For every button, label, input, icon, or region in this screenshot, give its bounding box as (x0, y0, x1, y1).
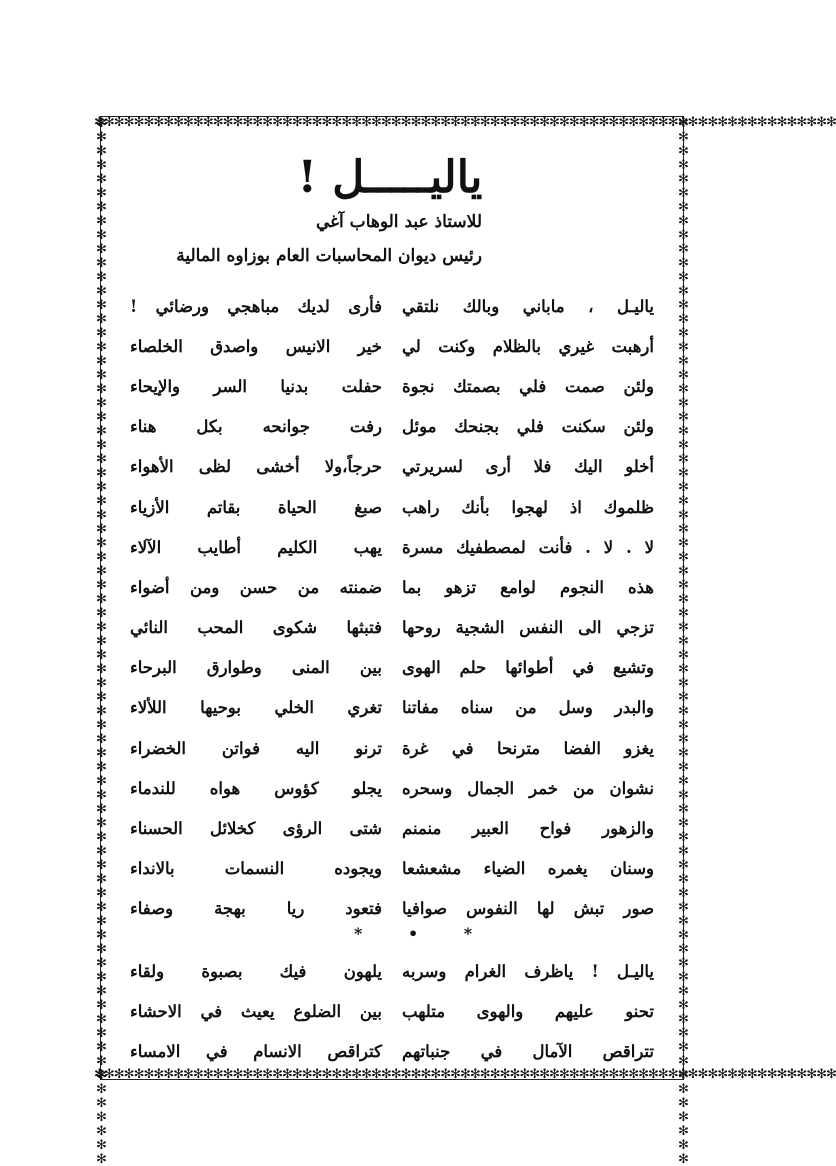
verse-second-hemistich: فأرى لديك مباهجي ورضائي ! (130, 296, 382, 316)
verse-line (130, 608, 654, 648)
verse-second-hemistich: يجلو كؤوس هواه للندماء (130, 778, 382, 798)
poem-body (130, 286, 654, 1072)
verse-second-hemistich: كتراقص الانسام في الامساء (130, 1041, 382, 1061)
verse-first-hemistich: نشوان من خمر الجمال وسحره (402, 778, 654, 798)
verse-first-hemistich: ظلموك اذ لهجوا بأنك راهب (402, 497, 654, 517)
verse-second-hemistich: حرجاً،ولا أخشى لظى الأهواء (130, 457, 382, 477)
verse-second-hemistich: تغري الخلي بوحيها اللألاء (130, 698, 382, 718)
verse-line (130, 407, 654, 447)
verse-line (130, 951, 654, 991)
verse-first-hemistich: لا . لا . فأنت لمصطفيك مسرة (402, 537, 654, 557)
verse-line (130, 768, 654, 808)
verse-line (130, 648, 654, 688)
top-ornamental-border: ✻✻✻✻✻✻✻✻✻✻✻✻✻✻✻✻✻✻✻✻✻✻✻✻✻✻✻✻✻✻✻✻✻✻✻✻✻✻✻✻✻✻✻✻✻✻✻✻✻✻✻✻✻✻✻✻✻✻✻✻✻✻✻✻✻✻✻✻✻✻✻✻✻✻✻ (94, 115, 836, 130)
verse-line (130, 1031, 654, 1071)
verse-first-hemistich: أرهبت غيري بالظلام وكنت لي (402, 336, 654, 356)
verse-line (130, 326, 654, 366)
author-position: رئيس ديوان المحاسبات العام بوزاوه المالية (176, 246, 482, 266)
verse-first-hemistich: وسنان يغمره الضياء مشعشعا (402, 859, 654, 879)
verse-first-hemistich: وتشيع في أطوائها حلم الهوى (402, 658, 654, 678)
verse-line (130, 849, 654, 889)
verse-second-hemistich: بين الضلوع يعيث في الاحشاء (130, 1001, 382, 1021)
verse-line (130, 366, 654, 406)
verse-second-hemistich: ضمنته من حسن ومن أضواء (130, 577, 382, 597)
verse-second-hemistich: ترنو اليه فواتن الخضراء (130, 738, 382, 758)
verse-line (130, 808, 654, 848)
verse-second-hemistich: يلهون فيك بصبوة ولقاء (130, 961, 382, 981)
verse-first-hemistich: والبدر وسل من سناه مفاتنا (402, 698, 654, 718)
verse-line (130, 286, 654, 326)
verse-second-hemistich: فتبثها شكوى المحب النائي (130, 618, 382, 638)
verse-line (130, 487, 654, 527)
right-ornamental-border: ✻✻✻✻✻✻✻✻✻✻✻✻✻✻✻✻✻✻✻✻✻✻✻✻✻✻✻✻✻✻✻✻✻✻✻✻✻✻✻✻✻✻✻✻✻✻✻✻✻✻✻✻✻✻✻✻✻✻✻✻✻✻✻✻✻✻✻✻✻✻✻✻✻✻✻ (676, 116, 691, 1166)
verse-second-hemistich: فتعود ريا بهجة وصفاء (130, 899, 382, 919)
verse-second-hemistich: خير الانيس واصدق الخلصاء (130, 336, 382, 356)
verse-second-hemistich: شتى الرؤى كخلائل الحسناء (130, 819, 382, 839)
verse-second-hemistich: بين المنى وطوارق البرحاء (130, 658, 382, 678)
verse-first-hemistich: ولئن صمت فلي بصمتك نجوة (402, 376, 654, 396)
verse-first-hemistich: تزجي الى النفس الشجية روحها (402, 618, 654, 638)
verse-line (130, 889, 654, 929)
verse-second-hemistich: حفلت بدنيا السر والإيحاء (130, 376, 382, 396)
verse-line (130, 567, 654, 607)
verse-first-hemistich: هذه النجوم لوامع تزهو بما (402, 577, 654, 597)
stanza-separator: * • * (354, 924, 493, 943)
verse-line (130, 447, 654, 487)
verse-first-hemistich: أخلو اليك فلا أرى لسريرتي (402, 457, 654, 477)
verse-first-hemistich: ولئن سكنت فلي بجنحك موئل (402, 417, 654, 437)
poem-title: ياليـــــل ! (297, 152, 483, 203)
verse-second-hemistich: ويجوده النسمات بالانداء (130, 859, 382, 879)
verse-second-hemistich: يهب الكليم أطايب الآلاء (130, 537, 382, 557)
verse-second-hemistich: صبغ الحياة بقاتم الأزياء (130, 497, 382, 517)
author-line: للاستاذ عبد الوهاب آغي (315, 212, 482, 232)
bottom-ornamental-border: ✻✻✻✻✻✻✻✻✻✻✻✻✻✻✻✻✻✻✻✻✻✻✻✻✻✻✻✻✻✻✻✻✻✻✻✻✻✻✻✻✻✻✻✻✻✻✻✻✻✻✻✻✻✻✻✻✻✻✻✻✻✻✻✻✻✻✻✻✻✻✻✻✻✻✻ (94, 1067, 836, 1082)
verse-first-hemistich: ياليـل ! ياظرف الغرام وسربه (402, 961, 654, 981)
verse-first-hemistich: والزهور فواح العبير منمنم (402, 819, 654, 839)
verse-line (130, 728, 654, 768)
verse-second-hemistich: رفت جوانحه بكل هناء (130, 417, 382, 437)
verse-line (130, 527, 654, 567)
verse-first-hemistich: تتراقص الآمال في جنباتهم (402, 1041, 654, 1061)
verse-first-hemistich: تحنو عليهم والهوى متلهب (402, 1001, 654, 1021)
verse-line (130, 991, 654, 1031)
left-ornamental-border: ✻✻✻✻✻✻✻✻✻✻✻✻✻✻✻✻✻✻✻✻✻✻✻✻✻✻✻✻✻✻✻✻✻✻✻✻✻✻✻✻✻✻✻✻✻✻✻✻✻✻✻✻✻✻✻✻✻✻✻✻✻✻✻✻✻✻✻✻✻✻✻✻✻✻✻ (94, 116, 109, 1166)
verse-first-hemistich: صور تبش لها النفوس صوافيا (402, 899, 654, 919)
verse-first-hemistich: ياليـل ، ماباني وبالك نلتقي (402, 296, 654, 316)
verse-first-hemistich: يغزو الفضا مترنحا في غرة (402, 738, 654, 758)
verse-line (130, 688, 654, 728)
